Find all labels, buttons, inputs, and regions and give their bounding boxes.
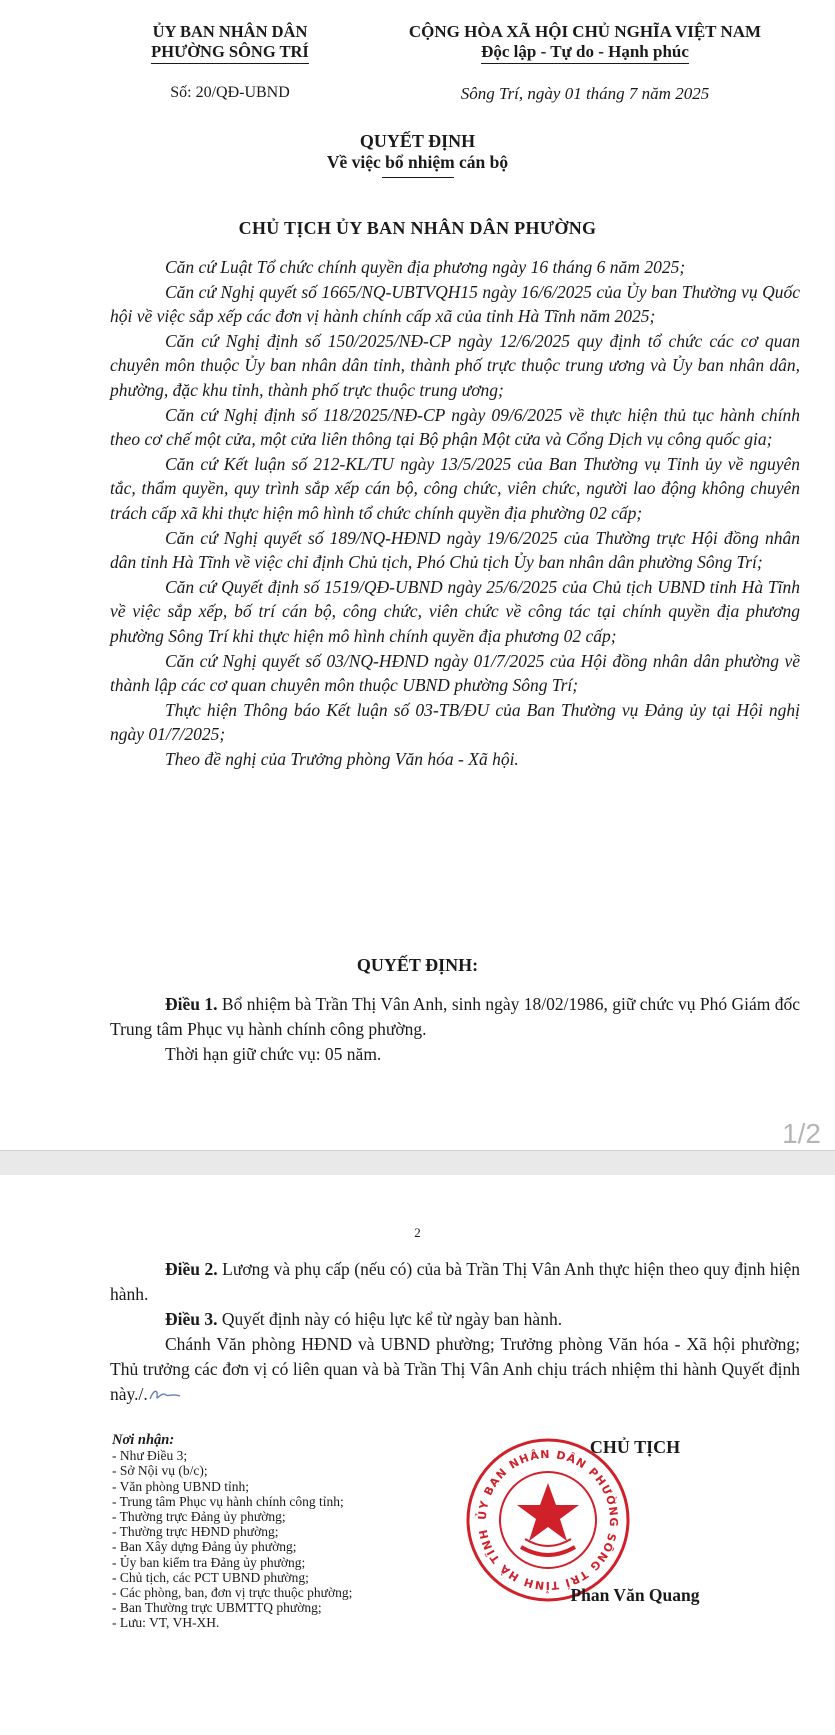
issuing-authority: CHỦ TỊCH ỦY BAN NHÂN DÂN PHƯỜNG xyxy=(238,218,597,238)
recipients-title: Nơi nhận: xyxy=(112,1432,175,1448)
decision-heading: QUYẾT ĐỊNH: xyxy=(356,955,479,975)
basis-paragraph: Theo đề nghị của Trưởng phòng Văn hóa - Xã hội. xyxy=(165,748,519,769)
document-page-2 xyxy=(0,1175,835,1735)
issuing-organization xyxy=(110,22,350,64)
subtitle-underline xyxy=(382,177,454,178)
basis-paragraph: Căn cứ Nghị quyết số 1665/NQ-UBTVQH15 ngày 16/6/2025 của Ủy ban Thường vụ Quốc hội về việc sắp xếp các đơn vị hành chính cấp xã của tỉnh Hà Tĩnh năm 2025; xyxy=(110,281,800,327)
recipient-item: - Trung tâm Phục vụ hành chính công tỉnh; xyxy=(112,1493,344,1509)
page-indicator: 1/2 xyxy=(782,1118,821,1149)
recipient-item: - Ủy ban kiểm tra Đảng ủy phường; xyxy=(112,1554,306,1570)
article-3-text: Quyết định này có hiệu lực kể từ ngày ban hành. xyxy=(217,1309,563,1329)
basis-paragraph: Căn cứ Luật Tổ chức chính quyền địa phương ngày 16 tháng 6 năm 2025; xyxy=(165,257,686,277)
basis-paragraph: Căn cứ Kết luận số 212-KL/TU ngày 13/5/2025 của Ban Thường vụ Tỉnh ủy về nguyên tắc, thẩm quyền, quy trình sắp xếp cán bộ, công chức, viên chức, người lao động không chuyên trách cấp xã khi thực hiện mô hình tổ chức chính quyền địa phường 02 cấp; xyxy=(110,453,800,523)
svg-text:ỦY BAN NHÂN DÂN PHƯỜNG SÔNG TR: ỦY BAN NHÂN DÂN PHƯỜNG SÔNG TRÍ TỈNH HÀ TĨNH xyxy=(475,1447,621,1593)
document-title: QUYẾT ĐỊNH xyxy=(359,131,476,151)
recipients-list xyxy=(112,1433,442,1631)
recipient-item: - Ban Thường trực UBMTTQ phường; xyxy=(112,1600,322,1616)
basis-paragraph: Căn cứ Nghị định số 118/2025/NĐ-CP ngày 09/6/2025 về thực hiện thủ tục hành chính theo cơ chế một cửa, một cửa liên thông tại Bộ phận Một cửa và Cổng Dịch vụ công quốc gia; xyxy=(110,404,800,450)
signer-name: Phan Văn Quang xyxy=(570,1585,700,1605)
recipient-item: - Các phòng, ban, đơn vị trực thuộc phường; xyxy=(112,1585,353,1601)
article-2-label: Điều 2. xyxy=(165,1259,218,1279)
article-1-text: Bổ nhiệm bà Trần Thị Vân Anh, sinh ngày 18/02/1986, giữ chức vụ Phó Giám đốc Trung tâm Phục vụ hành chính công phường. xyxy=(110,994,801,1039)
article-1 xyxy=(110,992,800,1067)
article-1-term: Thời hạn giữ chức vụ: 05 năm. xyxy=(165,1044,382,1064)
org-name-line2: PHƯỜNG SÔNG TRÍ xyxy=(151,42,309,64)
article-1-label: Điều 1. xyxy=(165,994,218,1014)
signer-title: CHỦ TỊCH xyxy=(589,1437,681,1457)
org-name-line1: ỦY BAN NHÂN DÂN xyxy=(152,22,308,41)
recipient-item: - Thường trực HĐND phường; xyxy=(112,1524,279,1540)
basis-paragraph: Thực hiện Thông báo Kết luận số 03-TB/ĐU của Ban Thường vụ Đảng ủy tại Hội nghị ngày 01/7/2025; xyxy=(110,699,800,745)
recipient-item: - Chủ tịch, các PCT UBND phường; xyxy=(112,1569,309,1585)
basis-paragraph: Căn cứ Nghị quyết số 03/NQ-HĐND ngày 01/7/2025 của Hội đồng nhân dân phường về thành lập các cơ quan chuyên môn thuộc UBND phường Sông Trí; xyxy=(110,650,800,696)
national-motto xyxy=(350,22,820,64)
motto: Độc lập - Tự do - Hạnh phúc xyxy=(481,42,689,64)
basis-paragraph: Căn cứ Quyết định số 1519/QĐ-UBND ngày 25/6/2025 của Chủ tịch UBND tỉnh Hà Tĩnh về việc sắp xếp, bố trí cán bộ, công chức, viên chức về công tác tại chính quyền địa phương phường Sông Trí khi thực hiện mô hình chính quyền địa phương 02 cấp; xyxy=(110,576,800,646)
basis-paragraph: Căn cứ Nghị định số 150/2025/NĐ-CP ngày 12/6/2025 quy định tổ chức các cơ quan chuyên môn thuộc Ủy ban nhân dân tỉnh, thành phố trực thuộc trung ương và Ủy ban nhân dân, phường, đặc khu tỉnh, thành phố trực thuộc trung ương; xyxy=(110,330,800,400)
document-subtitle: Về việc bổ nhiệm cán bộ xyxy=(326,152,509,172)
basis-paragraph: Căn cứ Nghị quyết số 189/NQ-HĐND ngày 19/6/2025 của Thường trực Hội đồng nhân dân tỉnh Hà Tĩnh về việc chỉ định Chủ tịch, Phó Chủ tịch Ủy ban nhân dân phường Sông Trí; xyxy=(110,527,800,573)
recipient-item: - Thường trực Đảng ủy phường; xyxy=(112,1509,286,1525)
article-3-label: Điều 3. xyxy=(165,1309,218,1329)
article-2-text: Lương và phụ cấp (nếu có) của bà Trần Thị Vân Anh thực hiện theo quy định hiện hành. xyxy=(110,1259,801,1304)
recipient-item: - Lưu: VT, VH-XH. xyxy=(112,1615,220,1631)
official-seal-icon xyxy=(463,1435,633,1605)
place-date: Sông Trí, ngày 01 tháng 7 năm 2025 xyxy=(460,84,710,103)
recipient-item: - Văn phòng UBND tỉnh; xyxy=(112,1478,249,1494)
legal-bases xyxy=(110,255,800,771)
article-3-responsible: Chánh Văn phòng HĐND và UBND phường; Trưởng phòng Văn hóa - Xã hội phường; Thủ trưởng các đơn vị có liên quan và bà Trần Thị Vân Anh chịu trách nhiệm thi hành Quyết định này./. xyxy=(110,1334,800,1404)
page-separator xyxy=(0,1150,835,1177)
document-header xyxy=(0,22,835,112)
document-number: Số: 20/QĐ-UBND xyxy=(170,84,290,101)
article-2-3 xyxy=(110,1257,800,1407)
nation-name: CỘNG HÒA XÃ HỘI CHỦ NGHĨA VIỆT NAM xyxy=(408,22,762,41)
page-number: 2 xyxy=(414,1225,421,1240)
recipient-item: - Sở Nội vụ (b/c); xyxy=(112,1463,208,1479)
recipient-item: - Ban Xây dựng Đảng ủy phường; xyxy=(112,1539,297,1555)
initial-signature-icon xyxy=(148,1387,182,1403)
recipient-item: - Như Điều 3; xyxy=(112,1448,188,1464)
